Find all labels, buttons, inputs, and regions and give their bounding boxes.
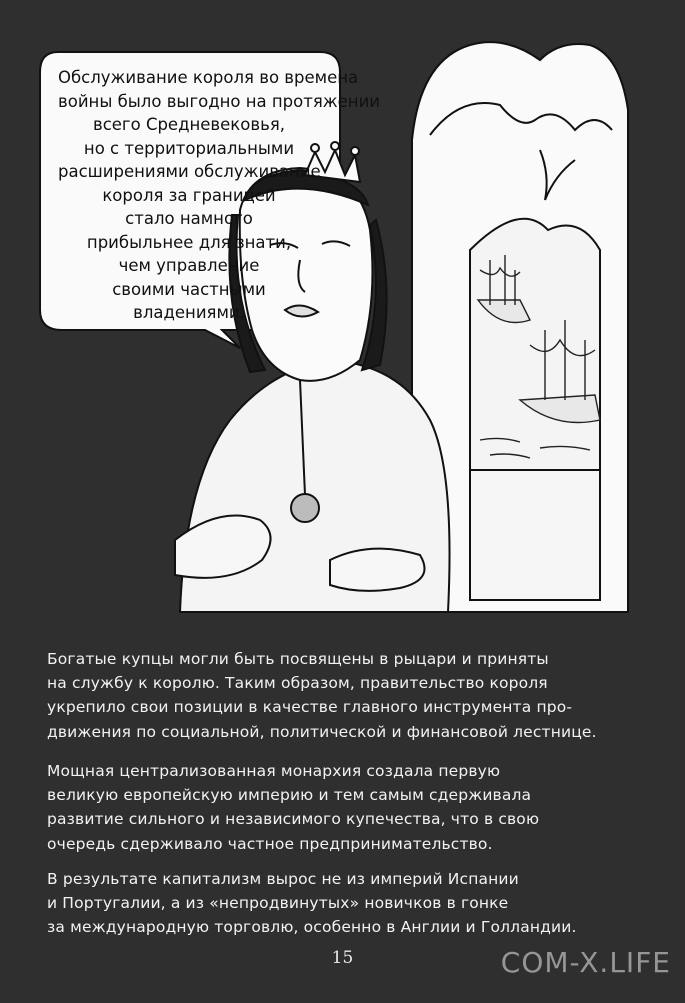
speech-bubble-text (58, 66, 381, 325)
watermark: COM-X.LIFE (500, 946, 671, 979)
paragraph-3 (47, 867, 647, 940)
text-line: В результате капитализм вырос не из империй Испании (47, 870, 519, 888)
bubble-line: чем управление (118, 256, 260, 275)
bubble-line: всего Средневековья, (92, 115, 285, 134)
text-line: развитие сильного и независимого купечества, что в свою (47, 810, 540, 829)
paragraph-2 (47, 759, 647, 856)
bubble-line: расширениями обслуживание (58, 162, 321, 181)
bubble-line: стало намного (125, 209, 253, 228)
bubble-line: короля за границей (102, 185, 276, 205)
text-line: движения по социальной, политической и финансовой лестнице. (47, 722, 597, 741)
text-line: и Португалии, а из «непродвинутых» новичков в гонке (47, 894, 509, 913)
text-line: на службу к королю. Таким образом, правительство короля (47, 674, 548, 693)
bubble-line: войны было выгодно на протяжении (58, 91, 381, 111)
text-line: укрепило свои позиции в качестве главного инструмента про- (47, 698, 573, 717)
bubble-line: но с территориальными (83, 138, 295, 158)
page-number: 15 (331, 948, 354, 968)
bubble-line: владениями. (133, 303, 245, 322)
text-line: Богатые купцы могли быть посвящены в рыцари и приняты (47, 650, 549, 668)
text-line: великую европейскую империю и тем самым сдерживала (47, 786, 532, 805)
text-line: очередь сдерживало частное предпринимательство. (47, 834, 493, 853)
paragraph-1 (47, 647, 647, 744)
text-line: за международную торговлю, особенно в Англии и Голландии. (47, 918, 577, 937)
bubble-line: Обслуживание короля во времена (58, 68, 359, 87)
text-line: Мощная централизованная монархия создала первую (47, 762, 501, 780)
bubble-line: прибыльнее для знати, (86, 232, 292, 252)
bubble-line: своими частными (112, 279, 266, 299)
